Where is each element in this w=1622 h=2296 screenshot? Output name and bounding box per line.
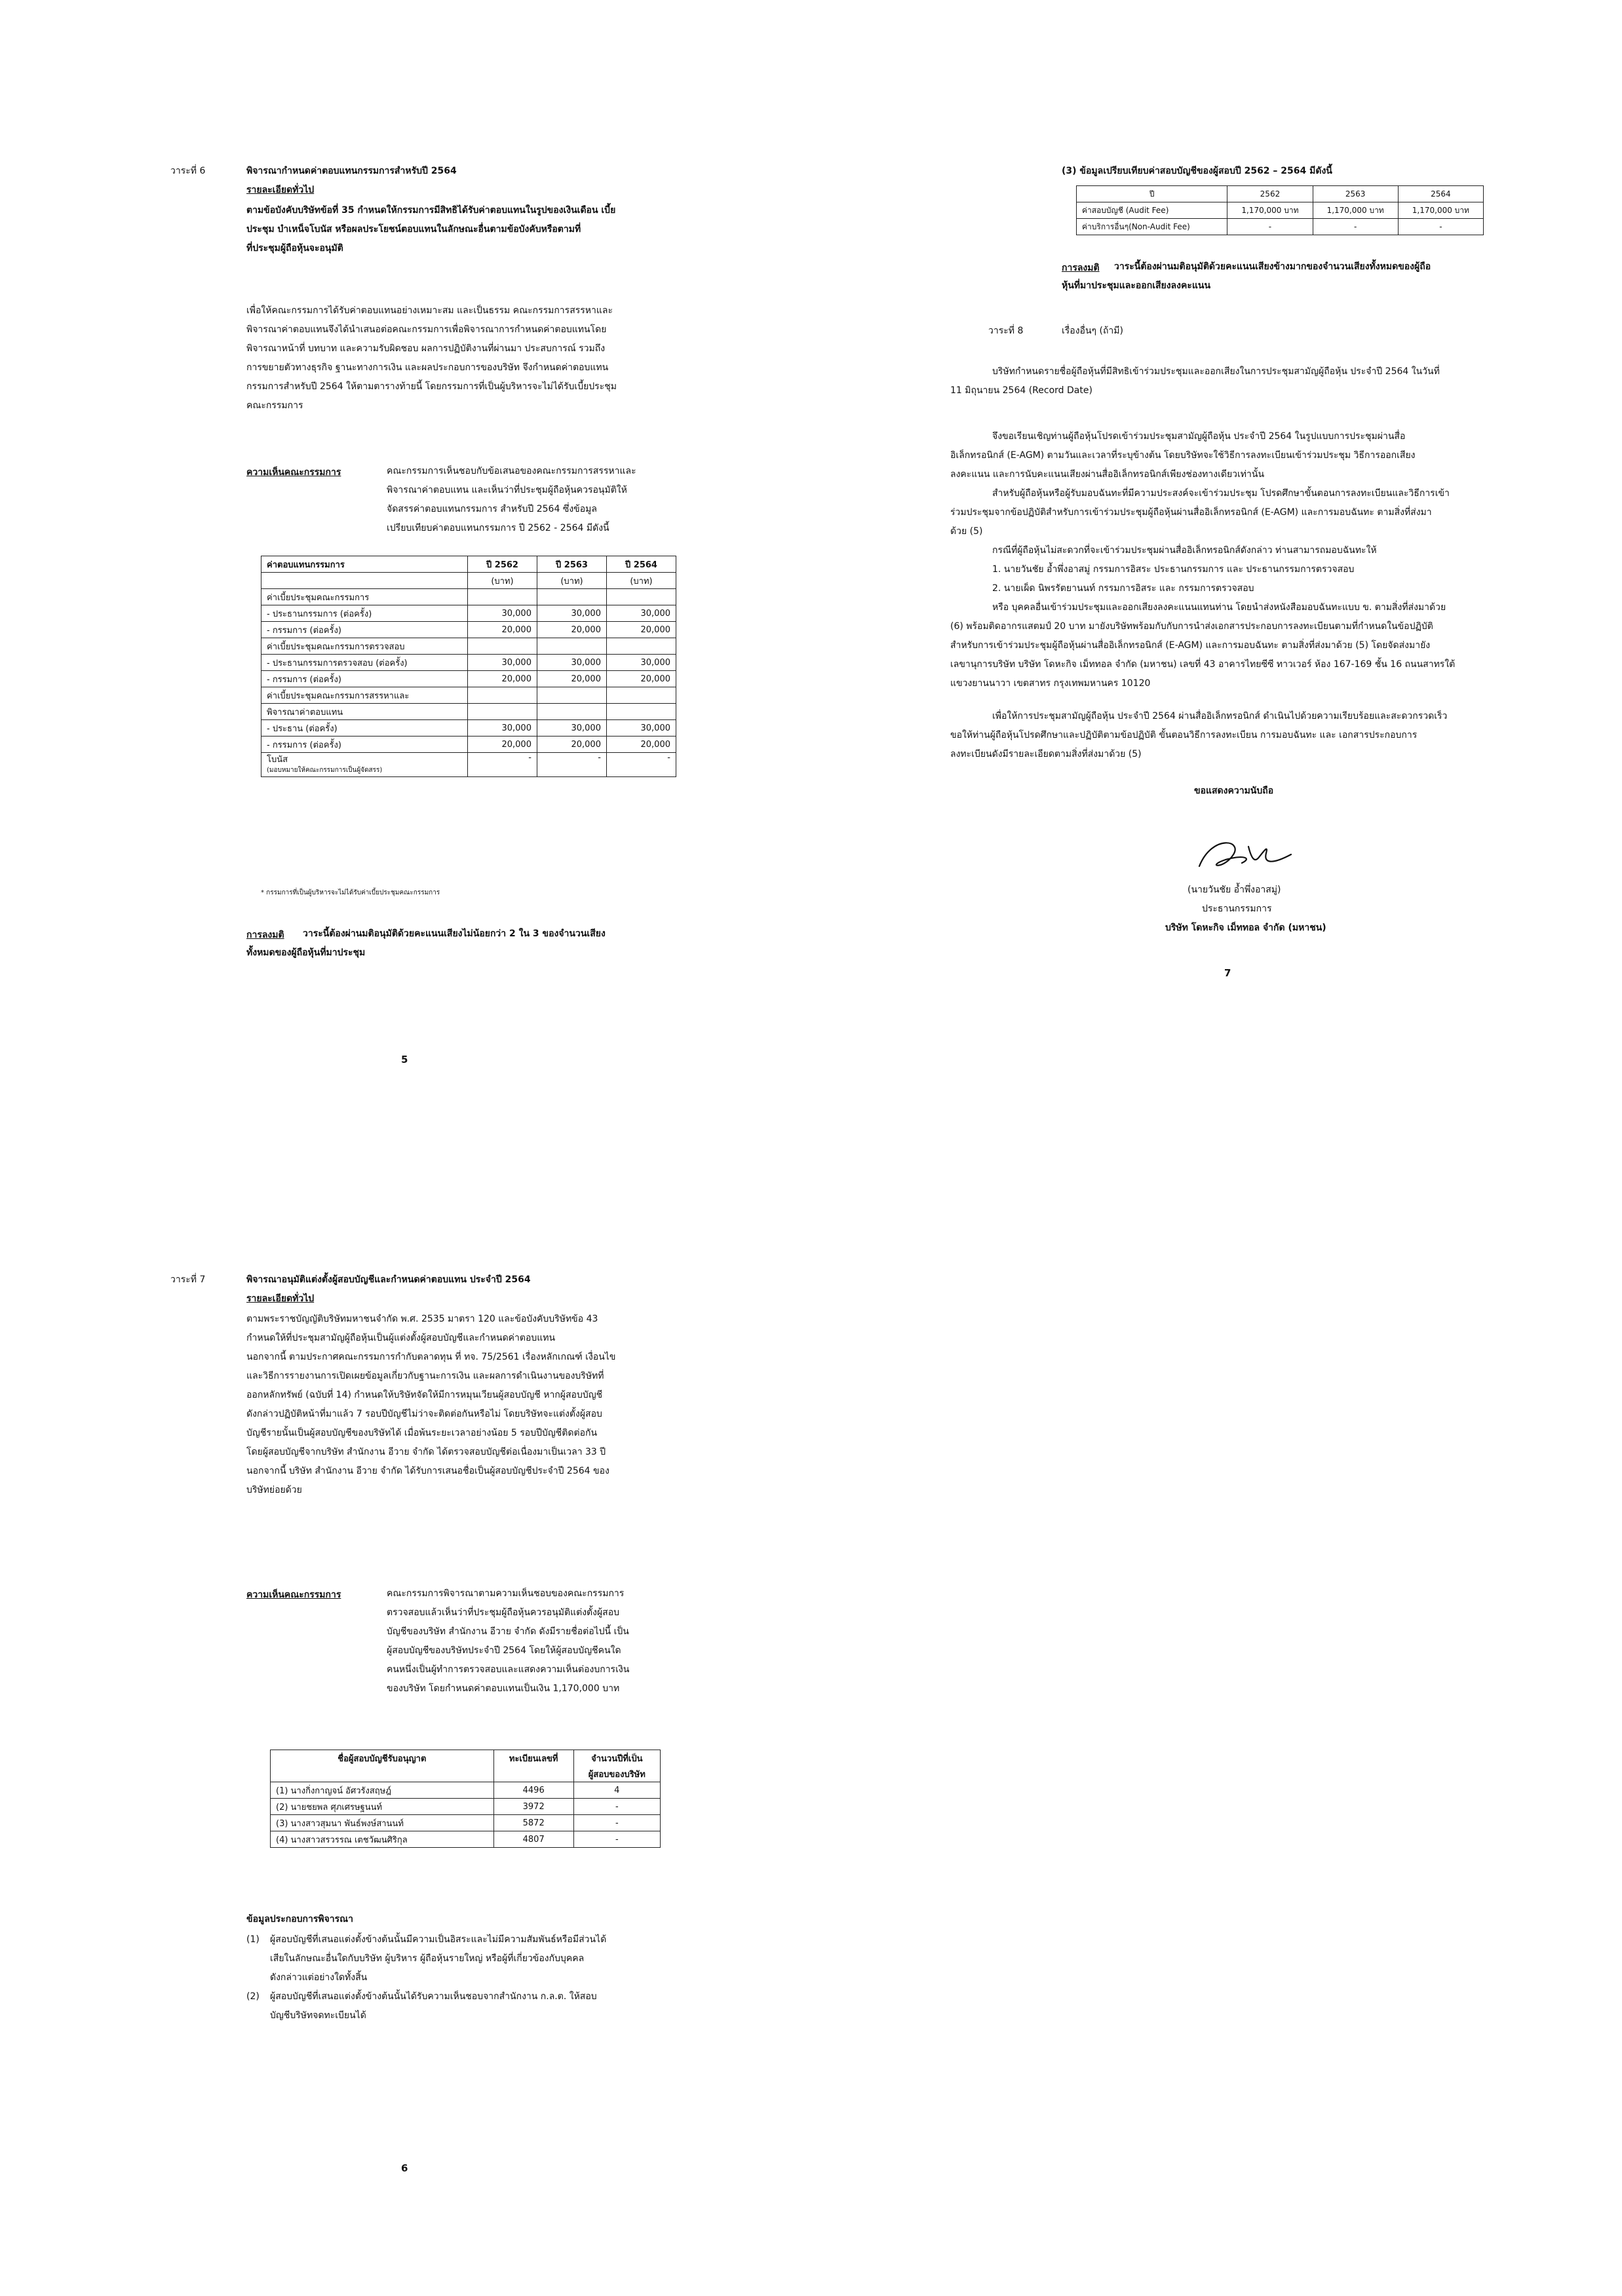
list-item: (1) ผู้สอบบัญชีที่เสนอแต่งตั้งข้างต้นนั้นมีความเป็นอิสระและไม่มีความสัมพันธ์หรือมีส่วนได้ เสียในลักษณะอื่นใดกับบริษัท ผู้บริหาร ผู้ถือหุ้นรายใหญ่ หรือผู้ที่เกี่ยวข้องกับบุคคล ดังกล่าวแต่อย่างใดทั้งสิ้น (246, 1934, 607, 1983)
table-row: (4) นางสาวสรวรรณ เตชวัฒนศิริกุล 4807 - (271, 1831, 661, 1848)
supporting-info-list (246, 1930, 606, 2025)
agenda-6-opinion-text: คณะกรรมการเห็นชอบกับข้อเสนอของคณะกรรมการสรรหาและ พิจารณาค่าตอบแทน และเห็นว่าที่ประชุมผู้ถือหุ้นควรอนุมัติให้ จัดสรรค่าตอบแทนกรรมการ สำหรับปี 2564 ซึ่งข้อมูล เปรียบเทียบค่าตอบแทนกรรมการ ปี 2562 - 2564 มีดังนี้ (387, 466, 636, 533)
table-row: (1) นางกิ่งกาญจน์ อัศวรังสฤษฎ์ 4496 4 (271, 1782, 661, 1799)
agenda-7-vote-label: การลงมติ (1062, 263, 1100, 273)
table-row: ค่าสอบบัญชี (Audit Fee) 1,170,000 บาท 1,170,000 บาท 1,170,000 บาท (1077, 202, 1484, 219)
table-row: - ประธานกรรมการ (ต่อครั้ง) 30,000 30,000 30,000 (261, 605, 676, 622)
director-remuneration-table (261, 556, 676, 777)
proxy-candidate-list (992, 560, 1354, 598)
record-date-paragraph: บริษัทกำหนดรายชื่อผู้ถือหุ้นที่มีสิทธิเข้าร่วมประชุมและออกเสียงในการประชุมสามัญผู้ถือหุ้น ประจำปี 2564 ในวันที่ 11 มิถุนายน 2564 (Record Date) (950, 366, 1440, 396)
closing-paragraph: เพื่อให้การประชุมสามัญผู้ถือหุ้น ประจำปี 2564 ผ่านสื่ออิเล็กทรอนิกส์ ดำเนินไปด้วยความเรียบร้อยและสะดวกรวดเร็ว ขอให้ท่านผู้ถือหุ้นโปรดศึกษาและปฏิบัติตามข้อปฏิบัติ ขั้นตอนวิธีการลงทะเบียน การมอบฉันทะ และ เอกสารประกอบการ ลงทะเบียนดังมีรายละเอียดตามสิ่งที่ส่งมาด้วย (5) (950, 711, 1448, 759)
agenda-7-details-heading: รายละเอียดทั่วไป (246, 1293, 315, 1304)
table-header-row: ค่าตอบแทนกรรมการ ปี 2562 ปี 2563 ปี 2564 (261, 556, 676, 573)
agenda-6-number: วาระที่ 6 (170, 166, 206, 176)
table-group-title: พิจารณาค่าตอบแทน (261, 704, 676, 720)
registration-paragraph: สำหรับผู้ถือหุ้นหรือผู้รับมอบฉันทะที่มีความประสงค์จะเข้าร่วมประชุม โปรดศึกษาขั้นตอนการลงทะเบียนและวิธีการเข้า ร่วมประชุมจากข้อปฏิบัติสำหรับการเข้าร่วมประชุมผู้ถือหุ้นผ่านสื่ออิเล็กทรอนิกส์ (E-AGM) และการมอบฉันทะ ตามสิ่งที่ส่งมา ด้วย (5) (950, 488, 1450, 537)
table-row: - ประธาน (ต่อครั้ง) 30,000 30,000 30,000 (261, 720, 676, 737)
table-group-title: ค่าเบี้ยประชุมคณะกรรมการ (261, 589, 676, 605)
signer-title: ประธานกรรมการ (1202, 904, 1272, 914)
agenda-6-opinion-label: ความเห็นคณะกรรมการ (246, 467, 341, 478)
agenda-8-number: วาระที่ 8 (988, 326, 1024, 336)
agenda-6-title: พิจารณากำหนดค่าตอบแทนกรรมการสำหรับปี 2564 (246, 166, 457, 176)
agenda-6-vote-text: วาระนี้ต้องผ่านมติอนุมัติด้วยคะแนนเสียงไม่น้อยกว่า 2 ใน 3 ของจำนวนเสียง ทั้งหมดของผู้ถือหุ้นที่มาประชุม (246, 928, 606, 958)
agenda-7-opinion-label: ความเห็นคณะกรรมการ (246, 1590, 341, 1600)
table-group-title: ค่าเบี้ยประชุมคณะกรรมการตรวจสอบ (261, 638, 676, 655)
list-item: (2) ผู้สอบบัญชีที่เสนอแต่งตั้งข้างต้นนั้นได้รับความเห็นชอบจากสำนักงาน ก.ล.ต. ให้สอบ บัญชีบริษัทจดทะเบียนได้ (246, 1991, 597, 2021)
table-header-row: ชื่อผู้สอบบัญชีรับอนุญาต ทะเบียนเลขที่ จำนวนปีที่เป็น (271, 1750, 661, 1767)
page-number-5: 5 (401, 1054, 408, 1065)
table-footnote: * กรรมการที่เป็นผู้บริหารจะไม่ได้รับค่าเบี้ยประชุมคณะกรรมการ (261, 889, 440, 896)
auditor-table (270, 1750, 661, 1848)
agenda-6-paragraph-1: ตามข้อบังคับบริษัทข้อที่ 35 กำหนดให้กรรมการมีสิทธิได้รับค่าตอบแทนในรูปของเงินเดือน เบี้ย ประชุม บำเหน็จโบนัส หรือผลประโยชน์ตอบแทนในลักษณะอื่นตามข้อบังคับหรือตามที่ ที่ประชุมผู้ถือหุ้นจะอนุมัติ (246, 205, 616, 254)
proxy-paragraph: หรือ บุคคลอื่นเข้าร่วมประชุมและออกเสียงลงคะแนนแทนท่าน โดยนำส่งหนังสือมอบฉันทะแบบ ข. ตามสิ่งที่ส่งมาด้วย (6) พร้อมติดอากรแสตมป์ 20 บาท มายังบริษัทพร้อมกับกับการนำส่งเอกสารประกอบการลงทะเบียนตามที่กำหนดในข้อปฏิบัติ สำหรับการเข้าร่วมประชุมผู้ถือหุ้นผ่านสื่ออิเล็กทรอนิกส์ (E-AGM) และการมอบฉันทะ ตามสิ่งที่ส่งมาด้วย (5) โดยจัดส่งมายัง เลขานุการบริษัท บริษัท โดหะกิจ เม็ททอล จำกัด (มหาชน) เลขที่ 43 อาคารไทยซีซี ทาวเวอร์ ห้อง 167-169 ชั้น 16 ถนนสาทรใต้ แขวงยานนาวา เขตสาทร กรุงเทพมหานคร 10120 (950, 602, 1456, 689)
supporting-info-heading: ข้อมูลประกอบการพิจารณา (246, 1914, 354, 1924)
agenda-7-vote-text: วาระนี้ต้องผ่านมติอนุมัติด้วยคะแนนเสียงข้างมากของจำนวนเสียงทั้งหมดของผู้ถือ หุ้นที่มาประชุมและออกเสียงลงคะแนน (1062, 261, 1431, 291)
agenda-7-title: พิจารณาอนุมัติแต่งตั้งผู้สอบบัญชีและกำหนดค่าตอบแทน ประจำปี 2564 (246, 1274, 531, 1285)
fee-comparison-heading: (3) ข้อมูลเปรียบเทียบค่าสอบบัญชีของผู้สอบปี 2562 – 2564 มีดังนี้ (1062, 166, 1332, 176)
signer-name: (นายวันชัย อ้ำพึ่งอาสมู่) (1188, 885, 1281, 895)
proxy-intro: กรณีที่ผู้ถือหุ้นไม่สะดวกที่จะเข้าร่วมประชุมผ่านสื่ออิเล็กทรอนิกส์ดังกล่าว ท่านสามารถมอบฉันทะให้ (992, 545, 1377, 556)
agenda-7-paragraph-1: ตามพระราชบัญญัติบริษัทมหาชนจำกัด พ.ศ. 2535 มาตรา 120 และข้อบังคับบริษัทข้อ 43 กำหนดให้ที่ประชุมสามัญผู้ถือหุ้นเป็นผู้แต่งตั้งผู้สอบบัญชีและกำหนดค่าตอบแทน นอกจากนี้ ตามประกาศคณะกรรมการกำกับตลาดทุน ที่ ทจ. 75/2561 เรื่องหลักเกณฑ์ เงื่อนไข และวิธีการรายงานการเปิดเผยข้อมูลเกี่ยวกับฐานะการเงิน และผลการดำเนินงานของบริษัทที่ ออกหลักทรัพย์ (ฉบับที่ 14) กำหนดให้บริษัทจัดให้มีการหมุนเวียนผู้สอบบัญชี หากผู้สอบบัญชี ดังกล่าวปฏิบัติหน้าที่มาแล้ว 7 รอบปีบัญชีไม่ว่าจะติดต่อกันหรือไม่ โดยบริษัทจะแต่งตั้งผู้สอบ บัญชีรายนั้นเป็นผู้สอบบัญชีของบริษัทได้ เมื่อพ้นระยะเวลาอย่างน้อย 5 รอบปีบัญชีติดต่อกัน โดยผู้สอบบัญชีจากบริษัท สำนักงาน อีวาย จำกัด ได้ตรวจสอบบัญชีต่อเนื่องมาเป็นเวลา 33 ปี นอกจากนี้ บริษัท สำนักงาน อีวาย จำกัด ได้รับการเสนอชื่อเป็นผู้สอบบัญชีประจำปี 2564 ของ บริษัทย่อยด้วย (246, 1314, 616, 1495)
table-row: - กรรมการ (ต่อครั้ง) 20,000 20,000 20,000 (261, 671, 676, 687)
table-header-row: ผู้สอบของบริษัท (271, 1766, 661, 1782)
page-number-6: 6 (401, 2162, 408, 2174)
agenda-7-opinion-text: คณะกรรมการพิจารณาตามความเห็นชอบของคณะกรรมการ ตรวจสอบแล้วเห็นว่าที่ประชุมผู้ถือหุ้นควรอนุมัติแต่งตั้งผู้สอบ บัญชีของบริษัท สำนักงาน อีวาย จำกัด ดังมีรายชื่อต่อไปนี้ เป็น ผู้สอบบัญชีของบริษัทประจำปี 2564 โดยให้ผู้สอบบัญชีคนใด คนหนึ่งเป็นผู้ทำการตรวจสอบและแสดงความเห็นต่องบการเงิน ของบริษัท โดยกำหนดค่าตอบแทนเป็นเงิน 1,170,000 บาท (387, 1588, 630, 1694)
agenda-8-title: เรื่องอื่นๆ (ถ้ามี) (1062, 326, 1123, 336)
table-row: (2) นายชยพล ศุภเศรษฐนนท์ 3972 - (271, 1799, 661, 1815)
table-bonus-row: โบนัส (มอบหมายให้คณะกรรมการเป็นผู้จัดสรร) - - - (261, 753, 676, 777)
page-number-7: 7 (1224, 967, 1231, 979)
respect-closing: ขอแสดงความนับถือ (1194, 786, 1274, 796)
table-row: (3) นางสาวสุมนา พันธ์พงษ์สานนท์ 5872 - (271, 1815, 661, 1831)
signature-image (1186, 827, 1304, 879)
audit-fee-table (1076, 185, 1484, 235)
table-row: - กรรมการ (ต่อครั้ง) 20,000 20,000 20,000 (261, 622, 676, 638)
list-item: 1. นายวันชัย อ้ำพึ่งอาสมู่ กรรมการอิสระ ประธานกรรมการ และ ประธานกรรมการตรวจสอบ (992, 564, 1355, 575)
agenda-7-number: วาระที่ 7 (170, 1274, 206, 1285)
table-row: - ประธานกรรมการตรวจสอบ (ต่อครั้ง) 30,000 30,000 30,000 (261, 655, 676, 671)
table-group-title: ค่าเบี้ยประชุมคณะกรรมการสรรหาและ (261, 687, 676, 704)
agenda-6-paragraph-2: เพื่อให้คณะกรรมการได้รับค่าตอบแทนอย่างเหมาะสม และเป็นธรรม คณะกรรมการสรรหาและ พิจารณาค่าตอบแทนจึงได้นำเสนอต่อคณะกรรมการเพื่อพิจารณาการกำหนดค่าตอบแทนโดย พิจารณาหน้าที่ บทบาท และความรับผิดชอบ ผลการปฏิบัติงานที่ผ่านมา ประสบการณ์ รวมถึง การขยายตัวทางธุรกิจ ฐานะทางการเงิน และผลประกอบการของบริษัท จึงกำหนดค่าตอบแทน กรรมการสำหรับปี 2564 ให้ตามตารางท้ายนี้ โดยกรรมการที่เป็นผู้บริหารจะไม่ได้รับเบี้ยประชุม คณะกรรมการ (246, 305, 617, 411)
table-header-row: ปี 2562 2563 2564 (1077, 186, 1484, 202)
invitation-paragraph: จึงขอเรียนเชิญท่านผู้ถือหุ้นโปรดเข้าร่วมประชุมสามัญผู้ถือหุ้น ประจำปี 2564 ในรูปแบบการประชุมผ่านสื่อ อิเล็กทรอนิกส์ (E-AGM) ตามวันและเวลาที่ระบุข้างต้น โดยบริษัทจะใช้วิธีการลงทะเบียนเข้าร่วมประชุม วิธีการออกเสียง ลงคะแนน และการนับคะแนนเสียงผ่านสื่ออิเล็กทรอนิกส์เพียงช่องทางเดียวเท่านั้น (950, 431, 1416, 480)
table-row: ค่าบริการอื่นๆ(Non-Audit Fee) - - - (1077, 219, 1484, 235)
list-item: 2. นายเผ็ด นิพรรัตยานนท์ กรรมการอิสระ และ กรรมการตรวจสอบ (992, 583, 1254, 594)
table-unit-row: (บาท) (บาท) (บาท) (261, 573, 676, 589)
agenda-6-details-heading: รายละเอียดทั่วไป (246, 185, 315, 195)
company-name: บริษัท โดหะกิจ เม็ททอล จำกัด (มหาชน) (1165, 923, 1326, 933)
agenda-6-vote-label: การลงมติ (246, 930, 284, 940)
table-row: - กรรมการ (ต่อครั้ง) 20,000 20,000 20,000 (261, 737, 676, 753)
